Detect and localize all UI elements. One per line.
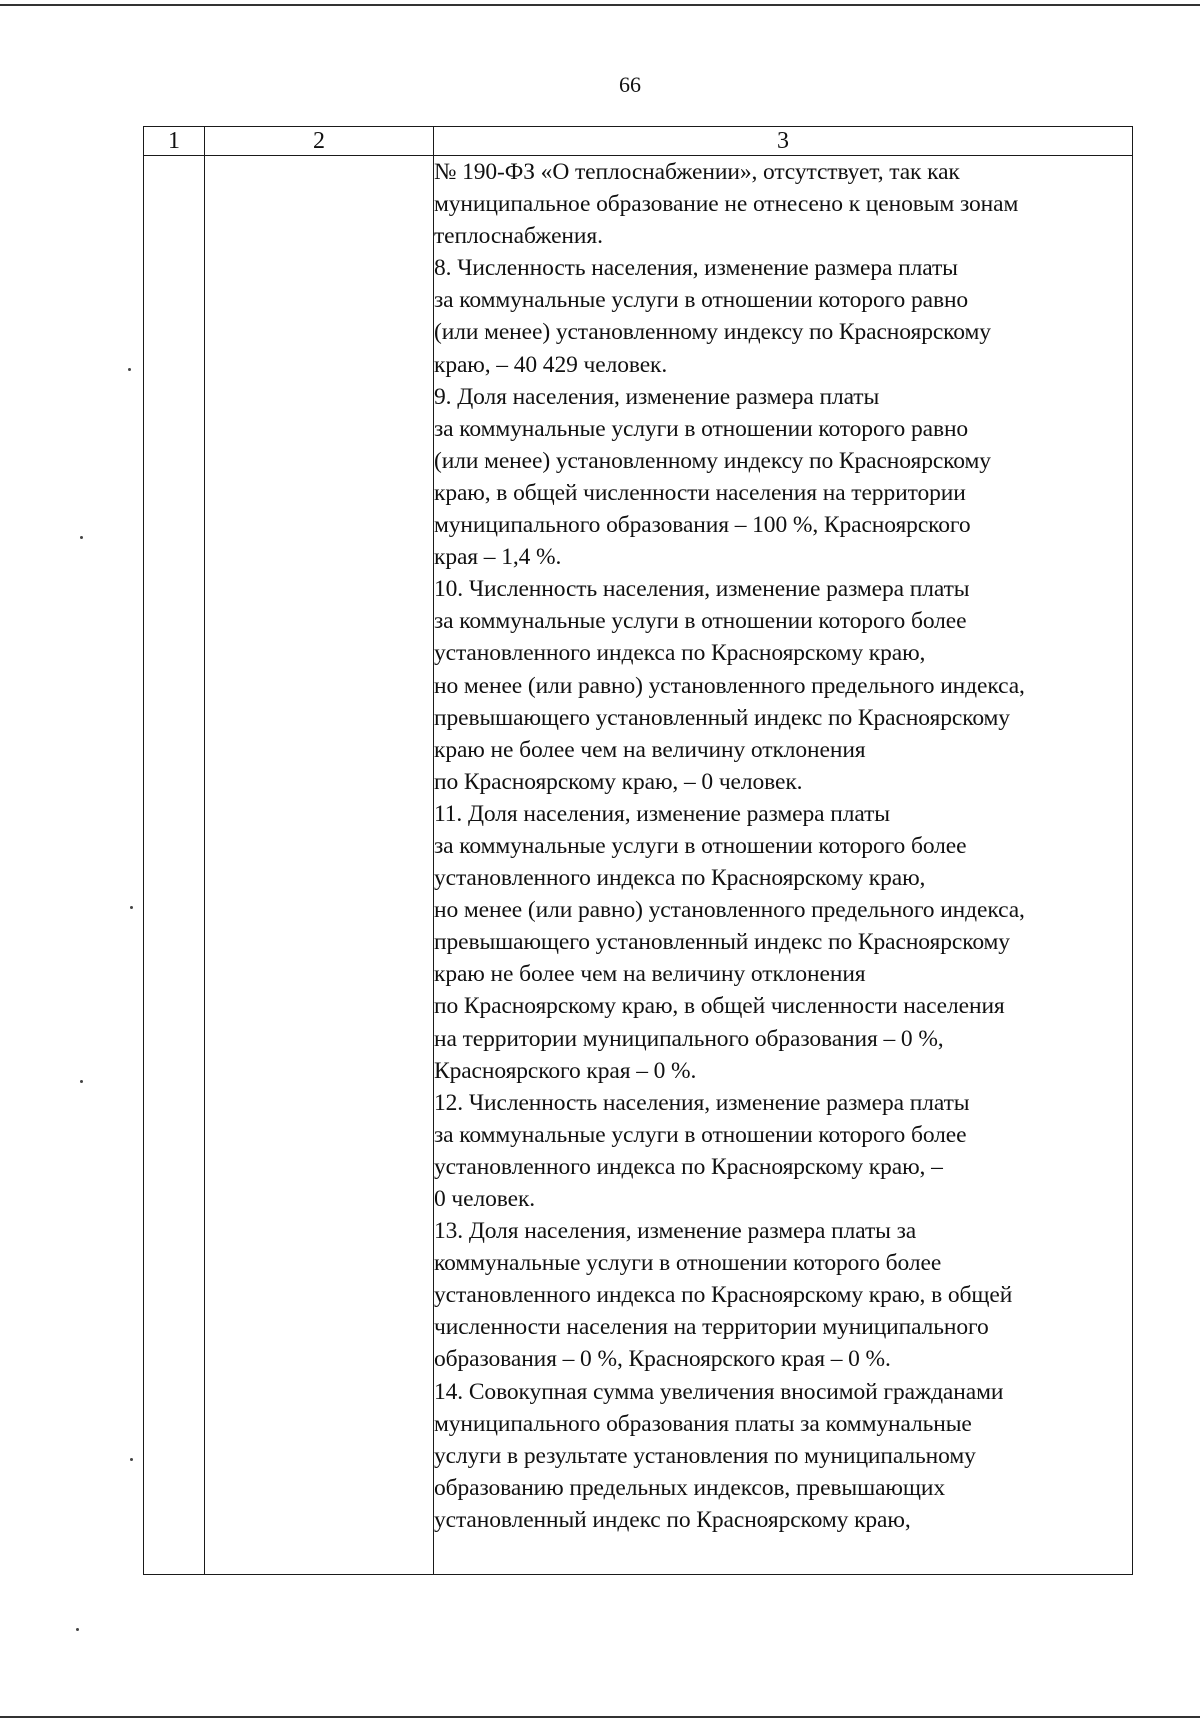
column-2-cell bbox=[205, 156, 434, 1575]
text-line: муниципального образования – 100 %, Красноярского bbox=[434, 512, 971, 539]
scan-speck bbox=[130, 1458, 133, 1461]
text-line: краю, – 40 429 человек. bbox=[434, 351, 668, 378]
text-line: муниципального образования платы за коммунальные bbox=[434, 1410, 972, 1437]
text-line: за коммунальные услуги в отношении которого более bbox=[434, 1121, 967, 1148]
column-1-cell bbox=[144, 156, 205, 1575]
text-line: но менее (или равно) установленного предельного индекса, bbox=[434, 897, 1025, 924]
text-line: 14. Совокупная сумма увеличения вносимой гражданами bbox=[434, 1378, 1004, 1405]
text-line: (или менее) установленному индексу по Красноярскому bbox=[434, 447, 991, 474]
text-line: края – 1,4 %. bbox=[434, 544, 562, 571]
text-line: за коммунальные услуги в отношении которого более bbox=[434, 832, 967, 859]
text-line: за коммунальные услуги в отношении которого равно bbox=[434, 287, 969, 314]
text-line: на территории муниципального образования – 0 %, bbox=[434, 1025, 944, 1052]
document-table bbox=[143, 126, 1133, 1575]
text-line: услуги в результате установления по муниципальному bbox=[434, 1442, 976, 1469]
text-line: но менее (или равно) установленного предельного индекса, bbox=[434, 672, 1025, 699]
text-line: 8. Численность населения, изменение размера платы bbox=[434, 255, 958, 282]
text-line: 11. Доля населения, изменение размера платы bbox=[434, 800, 890, 827]
text-line: превышающего установленный индекс по Красноярскому bbox=[434, 704, 1010, 731]
text-line: 12. Численность населения, изменение размера платы bbox=[434, 1089, 970, 1116]
text-line: теплоснабжения. bbox=[434, 223, 603, 250]
text-line: краю не более чем на величину отклонения bbox=[434, 736, 866, 763]
scan-speck bbox=[80, 1080, 83, 1083]
text-line: краю не более чем на величину отклонения bbox=[434, 961, 866, 988]
table-header-row bbox=[144, 127, 1133, 156]
text-line: образованию предельных индексов, превышающих bbox=[434, 1474, 945, 1501]
column-header-3: 3 bbox=[434, 127, 1133, 156]
scan-speck bbox=[130, 906, 133, 909]
scan-edge-top bbox=[0, 4, 1200, 6]
text-lines bbox=[434, 156, 1132, 1536]
text-line: установленного индекса по Красноярскому краю, bbox=[434, 640, 926, 667]
text-line: по Красноярскому краю, – 0 человек. bbox=[434, 768, 803, 795]
text-line: численности населения на территории муниципального bbox=[434, 1314, 989, 1341]
table-row bbox=[144, 156, 1133, 1575]
text-line: образования – 0 %, Красноярского края – 0 %. bbox=[434, 1346, 891, 1373]
text-line: за коммунальные услуги в отношении которого более bbox=[434, 608, 967, 635]
text-line: 13. Доля населения, изменение размера платы за bbox=[434, 1218, 917, 1245]
text-line: по Красноярскому краю, в общей численности населения bbox=[434, 993, 1005, 1020]
text-line: (или менее) установленному индексу по Красноярскому bbox=[434, 319, 991, 346]
scan-speck bbox=[128, 368, 131, 371]
scan-edge-bottom bbox=[0, 1716, 1200, 1718]
scan-speck bbox=[80, 536, 83, 539]
column-header-1: 1 bbox=[144, 127, 205, 156]
text-line: 0 человек. bbox=[434, 1186, 536, 1212]
text-line: установленного индекса по Красноярскому краю, в общей bbox=[434, 1282, 1013, 1309]
text-line: за коммунальные услуги в отношении которого равно bbox=[434, 415, 969, 442]
text-line: Красноярского края – 0 %. bbox=[434, 1057, 697, 1084]
text-line: коммунальные услуги в отношении которого более bbox=[434, 1250, 942, 1277]
column-3-cell bbox=[434, 156, 1133, 1575]
scan-speck bbox=[76, 1628, 79, 1631]
page-number: 66 bbox=[619, 72, 641, 97]
text-line: установленный индекс по Красноярскому краю, bbox=[434, 1506, 911, 1533]
text-line: установленного индекса по Красноярскому краю, bbox=[434, 865, 926, 892]
text-line: № 190-ФЗ «О теплоснабжении», отсутствует, так как bbox=[434, 159, 960, 185]
column-header-2: 2 bbox=[205, 127, 434, 156]
text-line: краю, в общей численности населения на территории bbox=[434, 479, 966, 506]
text-line: превышающего установленный индекс по Красноярскому bbox=[434, 929, 1010, 956]
text-line: 9. Доля населения, изменение размера платы bbox=[434, 383, 880, 410]
text-line: установленного индекса по Красноярскому краю, – bbox=[434, 1153, 943, 1180]
text-line: 10. Численность населения, изменение размера платы bbox=[434, 576, 970, 603]
text-line: муниципальное образование не отнесено к ценовым зонам bbox=[434, 191, 1019, 218]
